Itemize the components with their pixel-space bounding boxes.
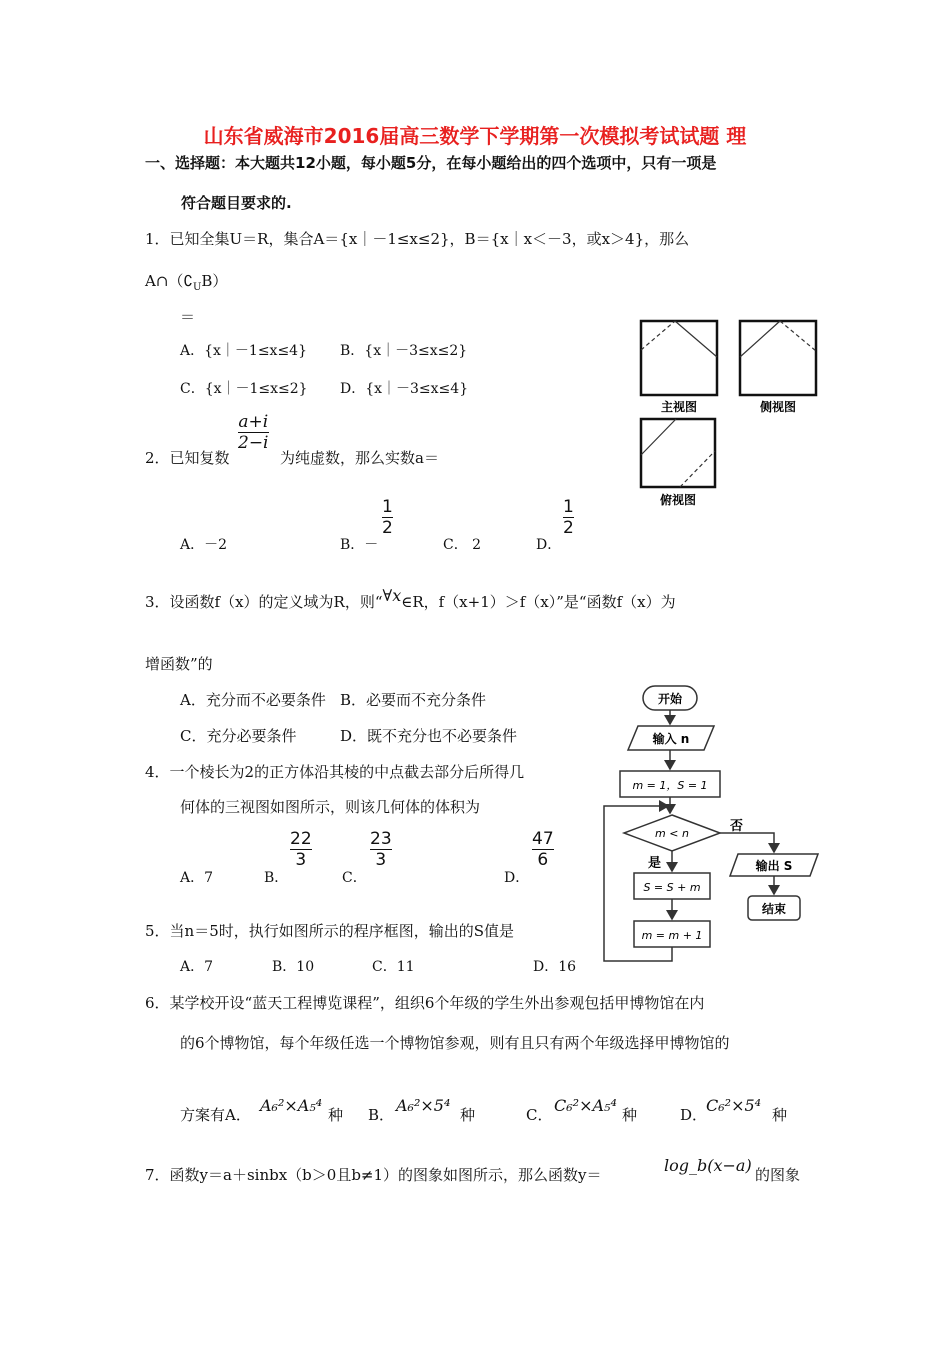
q1-equals: ＝ (180, 308, 196, 326)
flow-input-label: 输入 n (652, 732, 690, 746)
q4-stem-cont: 何体的三视图如图所示，则该几何体的体积为 (180, 798, 481, 816)
q7-stem-end: 的图象 (755, 1166, 801, 1184)
q2-option-b-fraction: 1 2 (382, 497, 393, 538)
q6-option-b-expr: A₆²×5⁴ (396, 1096, 451, 1115)
q6-option-c: C． (526, 1106, 553, 1124)
q6-option-d-unit: 种 (772, 1106, 788, 1124)
q2-option-d-fraction: 1 2 (563, 497, 574, 538)
q4-option-b-fraction: 22 3 (290, 829, 312, 870)
q1-option-a: A．{x｜－1≤x≤4} (180, 343, 307, 359)
three-views-figure (630, 315, 830, 515)
q4-stem: 4．一个棱长为2的正方体沿其棱的中点截去部分后所得几 (145, 763, 525, 781)
flow-no-label: 否 (730, 819, 744, 834)
q4-option-c: C． (342, 870, 367, 886)
q6-option-d: D． (680, 1106, 708, 1124)
q4-option-b: B． (264, 870, 289, 886)
q6-option-c-expr: C₆²×A₅⁴ (554, 1096, 617, 1115)
q4-option-a: A．7 (180, 870, 214, 886)
q6-option-b-unit: 种 (460, 1106, 476, 1124)
front-view-label: 主视图 (660, 400, 698, 414)
flow-output-label: 输出 S (755, 859, 793, 873)
q5-option-b: B．10 (272, 959, 315, 975)
flow-end-label: 结束 (761, 902, 787, 916)
q6-option-d-expr: C₆²×5⁴ (706, 1096, 762, 1115)
q2-stem-before: 2．已知复数 (145, 449, 230, 467)
flow-start-label: 开始 (657, 692, 683, 706)
q3-stem-cont: 增函数”的 (145, 655, 213, 673)
q5-option-d: D．16 (533, 959, 577, 975)
q2-option-a: A．－2 (180, 537, 228, 553)
q1-option-b: B．{x｜－3≤x≤2} (340, 343, 468, 359)
flow-init-label: m = 1，S = 1 (632, 779, 708, 792)
top-view (641, 419, 715, 487)
q3-stem: 3．设函数f（x）的定义域为R，则“∀x∈R，f（x+1）＞f（x）”是“函数f（x）为 (145, 586, 676, 611)
q2-stem-after: 为纯虚数，那么实数a＝ (280, 449, 439, 467)
q2-fraction (238, 412, 269, 453)
q2-denominator: 2−i (238, 433, 269, 453)
q2-option-c: C． 2 (443, 537, 482, 553)
q1-option-c: C．{x｜－1≤x≤2} (180, 381, 308, 397)
q6-option-a-lead: 方案有A． (180, 1106, 251, 1124)
flow-yes-label: 是 (648, 856, 662, 871)
flow-update-m-label: m = m + 1 (641, 929, 703, 942)
q6-option-a-expr: A₆²×A₅⁴ (260, 1096, 323, 1115)
q6-stem-cont: 的6个博物馆，每个年级任选一个博物馆参观，则有且只有两个年级选择甲博物馆的 (180, 1034, 730, 1052)
side-view-label: 侧视图 (759, 400, 797, 414)
flow-update-s-label: S = S + m (643, 881, 701, 894)
section-heading-cont: 符合题目要求的. (181, 194, 292, 212)
front-view (641, 321, 717, 395)
q1-stem: 1．已知全集U＝R，集合A＝{x｜－1≤x≤2}，B＝{x｜x＜－3，或x＞4}，那么 (145, 230, 690, 248)
q5-option-c: C．11 (372, 959, 415, 975)
q7-log-expr: log_b(x−a) (664, 1156, 752, 1175)
q2-option-d: D． (536, 537, 562, 553)
flowchart-figure (598, 680, 828, 970)
q4-option-c-fraction: 23 3 (370, 829, 392, 870)
section-heading: 一、选择题：本大题共12小题，每小题5分，在每小题给出的四个选项中，只有一项是 (145, 154, 717, 172)
flow-cond-label: m < n (655, 827, 689, 840)
q6-option-c-unit: 种 (622, 1106, 638, 1124)
q3-option-d: D．既不充分也不必要条件 (340, 727, 518, 745)
side-view (740, 321, 816, 395)
q4-option-d-fraction: 47 6 (532, 829, 554, 870)
top-view-label: 俯视图 (659, 493, 697, 507)
q1-option-d: D．{x｜－3≤x≤4} (340, 381, 469, 397)
forall-symbol: ∀x (382, 586, 402, 605)
q7-stem: 7．函数y＝a＋sinbx（b＞0且b≠1）的图象如图所示，那么函数y＝ (145, 1166, 602, 1184)
q2-option-b: B．－ (340, 537, 379, 553)
q3-option-b: B．必要而不充分条件 (340, 691, 487, 709)
q1-stem-cont: $A\cap(∁_UB)$ (145, 272, 228, 293)
q6-option-b: B． (368, 1106, 395, 1124)
q3-option-c: C．充分必要条件 (180, 727, 297, 745)
q5-option-a: A．7 (180, 959, 214, 975)
page-title: 山东省威海市2016届高三数学下学期第一次模拟考试试题 理 (203, 124, 747, 148)
q3-option-a: A．充分而不必要条件 (180, 691, 326, 709)
q2-numerator: a+i (238, 412, 269, 432)
q5-stem: 5．当n＝5时，执行如图所示的程序框图，输出的S值是 (145, 922, 515, 940)
q4-option-d: D． (504, 870, 530, 886)
q6-option-a-unit: 种 (328, 1106, 344, 1124)
q6-stem: 6．某学校开设“蓝天工程博览课程”，组织6个年级的学生外出参观包括甲博物馆在内 (145, 994, 705, 1012)
